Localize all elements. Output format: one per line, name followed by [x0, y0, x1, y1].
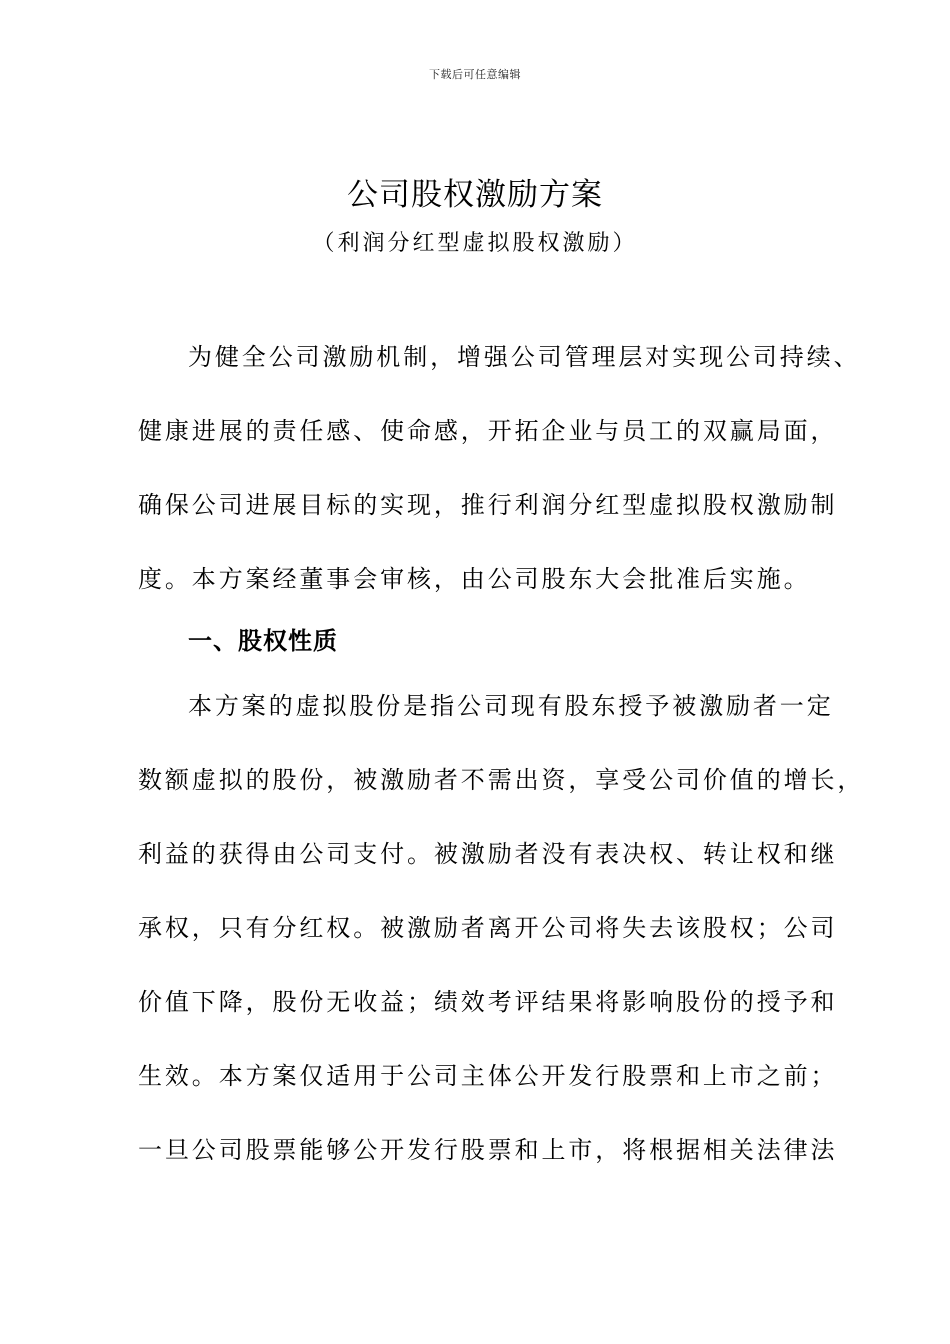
body-line: 数额虚拟的股份，被激励者不需出资，享受公司价值的增长， [138, 766, 865, 794]
body-line: 价值下降，股份无收益；绩效考评结果将影响股份的授予和 [138, 988, 838, 1016]
section-heading: 一、股权性质 [188, 627, 338, 655]
body-line: 利益的获得由公司支付。被激励者没有表决权、转让权和继 [138, 840, 838, 868]
body-line: 确保公司进展目标的实现，推行利润分红型虚拟股权激励制 [138, 491, 838, 519]
document-subtitle: （利润分红型虚拟股权激励） [312, 231, 638, 256]
body-line: 度。本方案经董事会审核，由公司股东大会批准后实施。 [138, 565, 811, 593]
body-line: 一旦公司股票能够公开发行股票和上市，将根据相关法律法 [138, 1136, 838, 1164]
body-line: 生效。本方案仅适用于公司主体公开发行股票和上市之前； [138, 1062, 838, 1090]
document-title: 公司股权激励方案 [347, 177, 603, 213]
body-line: 健康进展的责任感、使命感，开拓企业与员工的双赢局面， [138, 417, 838, 445]
header-note: 下载后可任意编辑 [429, 68, 521, 81]
body-line: 为健全公司激励机制，增强公司管理层对实现公司持续、 [188, 343, 861, 371]
body-line: 本方案的虚拟股份是指公司现有股东授予被激励者一定 [188, 692, 834, 720]
body-line: 承权，只有分红权。被激励者离开公司将失去该股权；公司 [138, 914, 838, 942]
